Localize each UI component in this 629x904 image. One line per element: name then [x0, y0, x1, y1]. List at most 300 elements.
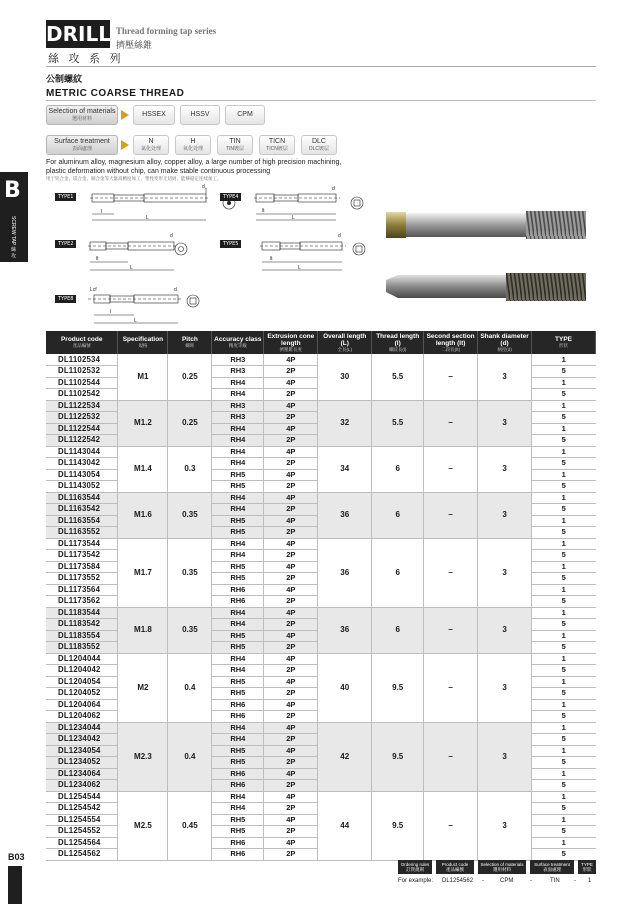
- extrusion-cone-cell: 2P: [264, 780, 318, 792]
- specification-cell: M2.5: [118, 791, 168, 860]
- type-cell: 5: [532, 389, 596, 401]
- spec-group: [46, 538, 596, 607]
- extrusion-cone-cell: 2P: [264, 596, 318, 608]
- overall-length-cell: 30: [318, 354, 372, 400]
- thread-length-cell: 9.5: [372, 653, 424, 722]
- extrusion-cone-cell: 2P: [264, 504, 318, 516]
- product-code-cell: DL1122544: [46, 423, 118, 435]
- example-label: For example:: [398, 878, 434, 884]
- product-code-cell: DL1234062: [46, 780, 118, 792]
- svg-text:d: d: [338, 233, 341, 239]
- type-tag-4: TYPE4: [220, 193, 241, 201]
- product-code-cell: DL1204064: [46, 699, 118, 711]
- extrusion-cone-cell: 4P: [264, 446, 318, 458]
- pitch-cell: 0.3: [168, 446, 212, 492]
- accuracy-class-cell: RH5: [212, 481, 264, 493]
- accuracy-class-cell: RH3: [212, 366, 264, 378]
- product-code-cell: DL1102532: [46, 366, 118, 378]
- svg-text:L: L: [130, 265, 133, 271]
- type-cell: 1: [532, 584, 596, 596]
- specification-cell: M1.2: [118, 400, 168, 446]
- surface-option-dlc[interactable]: DLC DLC镀层: [301, 135, 337, 155]
- extrusion-cone-cell: 2P: [264, 642, 318, 654]
- thread-length-cell: 6: [372, 446, 424, 492]
- thread-length-cell: 9.5: [372, 722, 424, 791]
- ordering-materials-tag: Selection of materials 選用材料: [478, 860, 526, 874]
- example-material: CPM: [500, 878, 514, 884]
- thread-length-cell: 6: [372, 538, 424, 607]
- product-code-cell: DL1143042: [46, 458, 118, 470]
- spec-group: [46, 492, 596, 538]
- second-section-length-cell: –: [424, 722, 478, 791]
- shank-diameter-cell: 3: [478, 607, 532, 653]
- accuracy-class-cell: RH5: [212, 630, 264, 642]
- product-code-cell: DL1173562: [46, 596, 118, 608]
- thread-length-cell: 9.5: [372, 791, 424, 860]
- svg-text:L: L: [134, 318, 137, 324]
- accuracy-class-cell: RH4: [212, 377, 264, 389]
- type-cell: 5: [532, 412, 596, 424]
- product-code-cell: DL1204062: [46, 711, 118, 723]
- specification-cell: M1.6: [118, 492, 168, 538]
- product-code-cell: DL1122542: [46, 435, 118, 447]
- ordering-rules-tag: Ordering rules 訂貨規則: [398, 860, 432, 874]
- accuracy-class-cell: RH4: [212, 665, 264, 677]
- accuracy-class-cell: RH4: [212, 458, 264, 470]
- spec-group: [46, 607, 596, 653]
- type1-tap-drawing: [86, 184, 216, 224]
- extrusion-cone-cell: 2P: [264, 826, 318, 838]
- specification-cell: M2.3: [118, 722, 168, 791]
- pitch-cell: 0.4: [168, 653, 212, 722]
- extrusion-cone-cell: 4P: [264, 745, 318, 757]
- product-code-cell: DL1163554: [46, 515, 118, 527]
- extrusion-cone-cell: 4P: [264, 607, 318, 619]
- accuracy-class-cell: RH4: [212, 492, 264, 504]
- accuracy-class-cell: RH6: [212, 780, 264, 792]
- example-dash-3: -: [574, 878, 576, 884]
- section-divider: [46, 100, 596, 101]
- accuracy-class-cell: RH5: [212, 469, 264, 481]
- extrusion-cone-cell: 4P: [264, 814, 318, 826]
- extrusion-cone-cell: 2P: [264, 389, 318, 401]
- column-header: Second section length (lt) 二段長(lt): [424, 331, 478, 354]
- svg-text:lt: lt: [270, 256, 273, 262]
- type-cell: 1: [532, 400, 596, 412]
- example-surface: TIN: [550, 878, 560, 884]
- second-section-length-cell: –: [424, 400, 478, 446]
- type-cell: 5: [532, 780, 596, 792]
- type-cell: 5: [532, 481, 596, 493]
- application-description: [46, 158, 376, 182]
- second-section-length-cell: –: [424, 607, 478, 653]
- type-cell: 1: [532, 423, 596, 435]
- thread-length-cell: 5.5: [372, 354, 424, 400]
- column-header: Extrusion cone length 擠壓錐長度: [264, 331, 318, 354]
- accuracy-class-cell: RH6: [212, 699, 264, 711]
- pitch-cell: 0.4: [168, 722, 212, 791]
- pitch-cell: 0.45: [168, 791, 212, 860]
- type-cell: 1: [532, 676, 596, 688]
- shank-diameter-cell: 3: [478, 400, 532, 446]
- product-code-cell: DL1122532: [46, 412, 118, 424]
- type-cell: 1: [532, 630, 596, 642]
- accuracy-class-cell: RH6: [212, 596, 264, 608]
- tap-photo-gold: [386, 206, 592, 250]
- type-cell: 5: [532, 573, 596, 585]
- type-cell: 1: [532, 538, 596, 550]
- accuracy-class-cell: RH6: [212, 837, 264, 849]
- accuracy-class-cell: RH5: [212, 642, 264, 654]
- example-dash-1: -: [482, 878, 484, 884]
- type-cell: 5: [532, 826, 596, 838]
- overall-length-cell: 32: [318, 400, 372, 446]
- accuracy-class-cell: RH5: [212, 561, 264, 573]
- extrusion-cone-cell: 4P: [264, 469, 318, 481]
- extrusion-cone-cell: 4P: [264, 699, 318, 711]
- spec-group: [46, 722, 596, 791]
- product-code-cell: DL1163552: [46, 527, 118, 539]
- example-dash-2: -: [530, 878, 532, 884]
- product-code-cell: DL1254554: [46, 814, 118, 826]
- type-cell: 1: [532, 699, 596, 711]
- accuracy-class-cell: RH3: [212, 354, 264, 366]
- type-cell: 5: [532, 757, 596, 769]
- accuracy-class-cell: RH5: [212, 688, 264, 700]
- type-cell: 1: [532, 377, 596, 389]
- extrusion-cone-cell: 2P: [264, 803, 318, 815]
- accuracy-class-cell: RH6: [212, 711, 264, 723]
- column-header: Accuracy class 精度等級: [212, 331, 264, 354]
- extrusion-cone-cell: 2P: [264, 412, 318, 424]
- extrusion-cone-cell: 2P: [264, 550, 318, 562]
- product-code-cell: DL1254562: [46, 849, 118, 861]
- overall-length-cell: 40: [318, 653, 372, 722]
- accuracy-class-cell: RH6: [212, 768, 264, 780]
- accuracy-class-cell: RH4: [212, 504, 264, 516]
- overall-length-cell: 44: [318, 791, 372, 860]
- specification-cell: M1.4: [118, 446, 168, 492]
- surface-label: [46, 135, 118, 155]
- specification-cell: M1.8: [118, 607, 168, 653]
- column-header: Thread length (l) 螺紋長(l): [372, 331, 424, 354]
- svg-text:l: l: [101, 209, 103, 215]
- type-cell: 1: [532, 791, 596, 803]
- table-row: [46, 653, 596, 665]
- accuracy-class-cell: RH5: [212, 814, 264, 826]
- tap-photo-dark: [386, 270, 592, 304]
- accuracy-class-cell: RH4: [212, 446, 264, 458]
- description-line2: plastic deformation without chip, can make stable continuous processing: [46, 168, 271, 175]
- spec-group: [46, 653, 596, 722]
- thread-length-cell: 6: [372, 607, 424, 653]
- product-code-cell: DL1173544: [46, 538, 118, 550]
- column-header: Pitch 螺距: [168, 331, 212, 354]
- shank-diameter-cell: 3: [478, 446, 532, 492]
- accuracy-class-cell: RH4: [212, 538, 264, 550]
- accuracy-class-cell: RH4: [212, 791, 264, 803]
- product-code-cell: DL1254544: [46, 791, 118, 803]
- header-divider: [46, 66, 596, 67]
- accuracy-class-cell: RH5: [212, 676, 264, 688]
- svg-text:d: d: [332, 186, 335, 192]
- type-cell: 5: [532, 803, 596, 815]
- type-tag-2: TYPE2: [55, 240, 76, 248]
- page-number: B03: [8, 852, 25, 862]
- type-cell: 5: [532, 435, 596, 447]
- pitch-cell: 0.35: [168, 538, 212, 607]
- product-code-cell: DL1204044: [46, 653, 118, 665]
- product-code-cell: DL1204042: [46, 665, 118, 677]
- product-code-cell: DL1163542: [46, 504, 118, 516]
- type-cell: 5: [532, 711, 596, 723]
- extrusion-cone-cell: 4P: [264, 768, 318, 780]
- extrusion-cone-cell: 4P: [264, 584, 318, 596]
- product-code-cell: DL1102542: [46, 389, 118, 401]
- extrusion-cone-cell: 4P: [264, 492, 318, 504]
- type-tag-8: TYPE8: [55, 295, 76, 303]
- type-tag-1: TYPE1: [55, 193, 76, 201]
- product-code-cell: DL1183554: [46, 630, 118, 642]
- accuracy-class-cell: RH5: [212, 826, 264, 838]
- type-cell: 1: [532, 814, 596, 826]
- overall-length-cell: 36: [318, 538, 372, 607]
- pitch-cell: 0.25: [168, 400, 212, 446]
- surface-label-en: Surface treatment: [54, 138, 110, 145]
- product-code-cell: DL1143044: [46, 446, 118, 458]
- product-code-cell: DL1173564: [46, 584, 118, 596]
- extrusion-cone-cell: 2P: [264, 688, 318, 700]
- table-row: [46, 607, 596, 619]
- table-header-row: [46, 331, 596, 354]
- type-cell: 5: [532, 458, 596, 470]
- product-code-cell: DL1183544: [46, 607, 118, 619]
- section-title-cn: 公制螺紋: [46, 75, 83, 85]
- accuracy-class-cell: RH5: [212, 757, 264, 769]
- second-section-length-cell: –: [424, 492, 478, 538]
- svg-text:Lcf: Lcf: [90, 287, 97, 293]
- chapter-letter: B: [4, 178, 21, 203]
- second-section-length-cell: –: [424, 446, 478, 492]
- svg-text:d: d: [174, 287, 177, 293]
- type4-tap-drawing: [252, 184, 342, 224]
- material-option-hssv[interactable]: HSSV: [180, 105, 220, 125]
- table-row: [46, 538, 596, 550]
- specification-table: [46, 331, 596, 861]
- accuracy-class-cell: RH4: [212, 653, 264, 665]
- extrusion-cone-cell: 4P: [264, 423, 318, 435]
- product-code-cell: DL1173584: [46, 561, 118, 573]
- surface-option-tin[interactable]: TIN TIN镀层: [217, 135, 253, 155]
- type-cell: 1: [532, 515, 596, 527]
- extrusion-cone-cell: 2P: [264, 757, 318, 769]
- type-cell: 1: [532, 492, 596, 504]
- ordering-surface-tag: Surface treatment 表面處理: [530, 860, 574, 874]
- extrusion-cone-cell: 4P: [264, 400, 318, 412]
- chapter-side-tab: [0, 172, 28, 262]
- column-header: Overall length (L) 全長(L): [318, 331, 372, 354]
- accuracy-class-cell: RH4: [212, 423, 264, 435]
- second-section-length-cell: –: [424, 354, 478, 400]
- accuracy-class-cell: RH5: [212, 745, 264, 757]
- accuracy-class-cell: RH4: [212, 803, 264, 815]
- product-code-cell: DL1163544: [46, 492, 118, 504]
- materials-label-en: Selection of materials: [48, 108, 116, 115]
- second-section-length-cell: –: [424, 791, 478, 860]
- svg-text:lt: lt: [96, 256, 99, 262]
- accuracy-class-cell: RH4: [212, 435, 264, 447]
- thread-length-cell: 5.5: [372, 400, 424, 446]
- type-cell: 1: [532, 837, 596, 849]
- extrusion-cone-cell: 4P: [264, 561, 318, 573]
- table-row: [46, 354, 596, 366]
- shank-diameter-cell: 3: [478, 653, 532, 722]
- type-cell: 1: [532, 653, 596, 665]
- shank-diameter-cell: 3: [478, 492, 532, 538]
- type-cell: 5: [532, 366, 596, 378]
- material-option-hssex[interactable]: HSSEX: [133, 105, 175, 125]
- spec-group: [46, 446, 596, 492]
- accuracy-class-cell: RH4: [212, 389, 264, 401]
- svg-text:L: L: [146, 215, 149, 221]
- material-option-cpm[interactable]: CPM: [225, 105, 265, 125]
- type5-section-icon: [350, 240, 368, 258]
- type-cell: 5: [532, 734, 596, 746]
- type-cell: 1: [532, 745, 596, 757]
- extrusion-cone-cell: 2P: [264, 481, 318, 493]
- ordering-product-code-tag: Product code 產品編號: [436, 860, 474, 874]
- second-section-length-cell: –: [424, 653, 478, 722]
- type-cell: 1: [532, 768, 596, 780]
- type4-section-icon: [348, 194, 366, 212]
- accuracy-class-cell: RH4: [212, 734, 264, 746]
- extrusion-cone-cell: 2P: [264, 619, 318, 631]
- product-code-cell: DL1173552: [46, 573, 118, 585]
- section-title-en: METRIC COARSE THREAD: [46, 88, 185, 99]
- product-code-cell: DL1254542: [46, 803, 118, 815]
- extrusion-cone-cell: 2P: [264, 711, 318, 723]
- extrusion-cone-cell: 2P: [264, 665, 318, 677]
- type-cell: 5: [532, 642, 596, 654]
- shank-diameter-cell: 3: [478, 538, 532, 607]
- accuracy-class-cell: RH3: [212, 412, 264, 424]
- product-code-cell: DL1122534: [46, 400, 118, 412]
- extrusion-cone-cell: 2P: [264, 849, 318, 861]
- type8-tap-drawing: [86, 283, 186, 327]
- shank-diameter-cell: 3: [478, 354, 532, 400]
- overall-length-cell: 34: [318, 446, 372, 492]
- accuracy-class-cell: RH6: [212, 584, 264, 596]
- product-code-cell: DL1204054: [46, 676, 118, 688]
- specification-cell: M1: [118, 354, 168, 400]
- accuracy-class-cell: RH3: [212, 400, 264, 412]
- product-code-cell: DL1254564: [46, 837, 118, 849]
- drills-logo: DRILLS: [46, 22, 126, 46]
- svg-text:l: l: [110, 309, 112, 315]
- type-cell: 1: [532, 354, 596, 366]
- type-cell: 1: [532, 469, 596, 481]
- extrusion-cone-cell: 4P: [264, 791, 318, 803]
- extrusion-cone-cell: 4P: [264, 354, 318, 366]
- extrusion-cone-cell: 2P: [264, 527, 318, 539]
- table-row: [46, 722, 596, 734]
- type-tag-5: TYPE5: [220, 240, 241, 248]
- series-title-cn: 擠壓絲錐: [116, 41, 153, 51]
- extrusion-cone-cell: 2P: [264, 573, 318, 585]
- svg-text:d: d: [170, 233, 173, 239]
- example-type: 1: [588, 878, 592, 884]
- shank-diameter-cell: 3: [478, 722, 532, 791]
- accuracy-class-cell: RH4: [212, 722, 264, 734]
- extrusion-cone-cell: 2P: [264, 366, 318, 378]
- extrusion-cone-cell: 4P: [264, 515, 318, 527]
- product-code-cell: DL1183552: [46, 642, 118, 654]
- surface-option-n[interactable]: N 氮化处理: [133, 135, 169, 155]
- product-code-cell: DL1234044: [46, 722, 118, 734]
- logo-subtitle: 絲 攻 系 列: [48, 52, 124, 65]
- column-header: TYPE 形狀: [532, 331, 596, 354]
- spec-group: [46, 791, 596, 860]
- pitch-cell: 0.35: [168, 607, 212, 653]
- materials-label: [46, 105, 118, 125]
- type-cell: 5: [532, 504, 596, 516]
- type-cell: 5: [532, 550, 596, 562]
- accuracy-class-cell: RH4: [212, 607, 264, 619]
- table-row: [46, 791, 596, 803]
- table-row: [46, 400, 596, 412]
- materials-arrow-icon: [121, 110, 129, 120]
- surface-option-h[interactable]: H 氧化处理: [175, 135, 211, 155]
- svg-text:L: L: [298, 265, 301, 271]
- accuracy-class-cell: RH6: [212, 849, 264, 861]
- type2-tap-drawing: [86, 230, 181, 274]
- extrusion-cone-cell: 4P: [264, 538, 318, 550]
- specification-cell: M2: [118, 653, 168, 722]
- surface-label-cn: 表面處理: [71, 146, 92, 152]
- overall-length-cell: 36: [318, 607, 372, 653]
- surface-option-ticn[interactable]: TICN TICN镀层: [259, 135, 295, 155]
- svg-text:L: L: [292, 215, 295, 221]
- shank-diameter-cell: 3: [478, 791, 532, 860]
- description-cn: 用于铝合金、镁合金、铜合金等大量高精度加工，塑性变形无切屑，能够稳定连续加工。: [46, 176, 222, 181]
- table-row: [46, 446, 596, 458]
- product-code-cell: DL1234052: [46, 757, 118, 769]
- type-cell: 5: [532, 596, 596, 608]
- type-cell: 5: [532, 527, 596, 539]
- product-code-cell: DL1143052: [46, 481, 118, 493]
- type8-section-icon: [184, 292, 202, 310]
- overall-length-cell: 42: [318, 722, 372, 791]
- type-cell: 1: [532, 561, 596, 573]
- svg-text:d: d: [202, 184, 205, 190]
- accuracy-class-cell: RH5: [212, 515, 264, 527]
- type-cell: 1: [532, 722, 596, 734]
- series-title-en: Thread forming tap series: [116, 26, 217, 36]
- page-number-bar: [8, 866, 22, 904]
- extrusion-cone-cell: 4P: [264, 377, 318, 389]
- type5-tap-drawing: [258, 230, 348, 274]
- specification-cell: M1.7: [118, 538, 168, 607]
- product-code-cell: DL1143054: [46, 469, 118, 481]
- type-cell: 5: [532, 665, 596, 677]
- type2-section-icon: [172, 240, 190, 258]
- svg-text:lt: lt: [262, 208, 265, 214]
- extrusion-cone-cell: 2P: [264, 734, 318, 746]
- column-header: Product code 產品編號: [46, 331, 118, 354]
- spec-group: [46, 400, 596, 446]
- accuracy-class-cell: RH4: [212, 550, 264, 562]
- type-cell: 5: [532, 849, 596, 861]
